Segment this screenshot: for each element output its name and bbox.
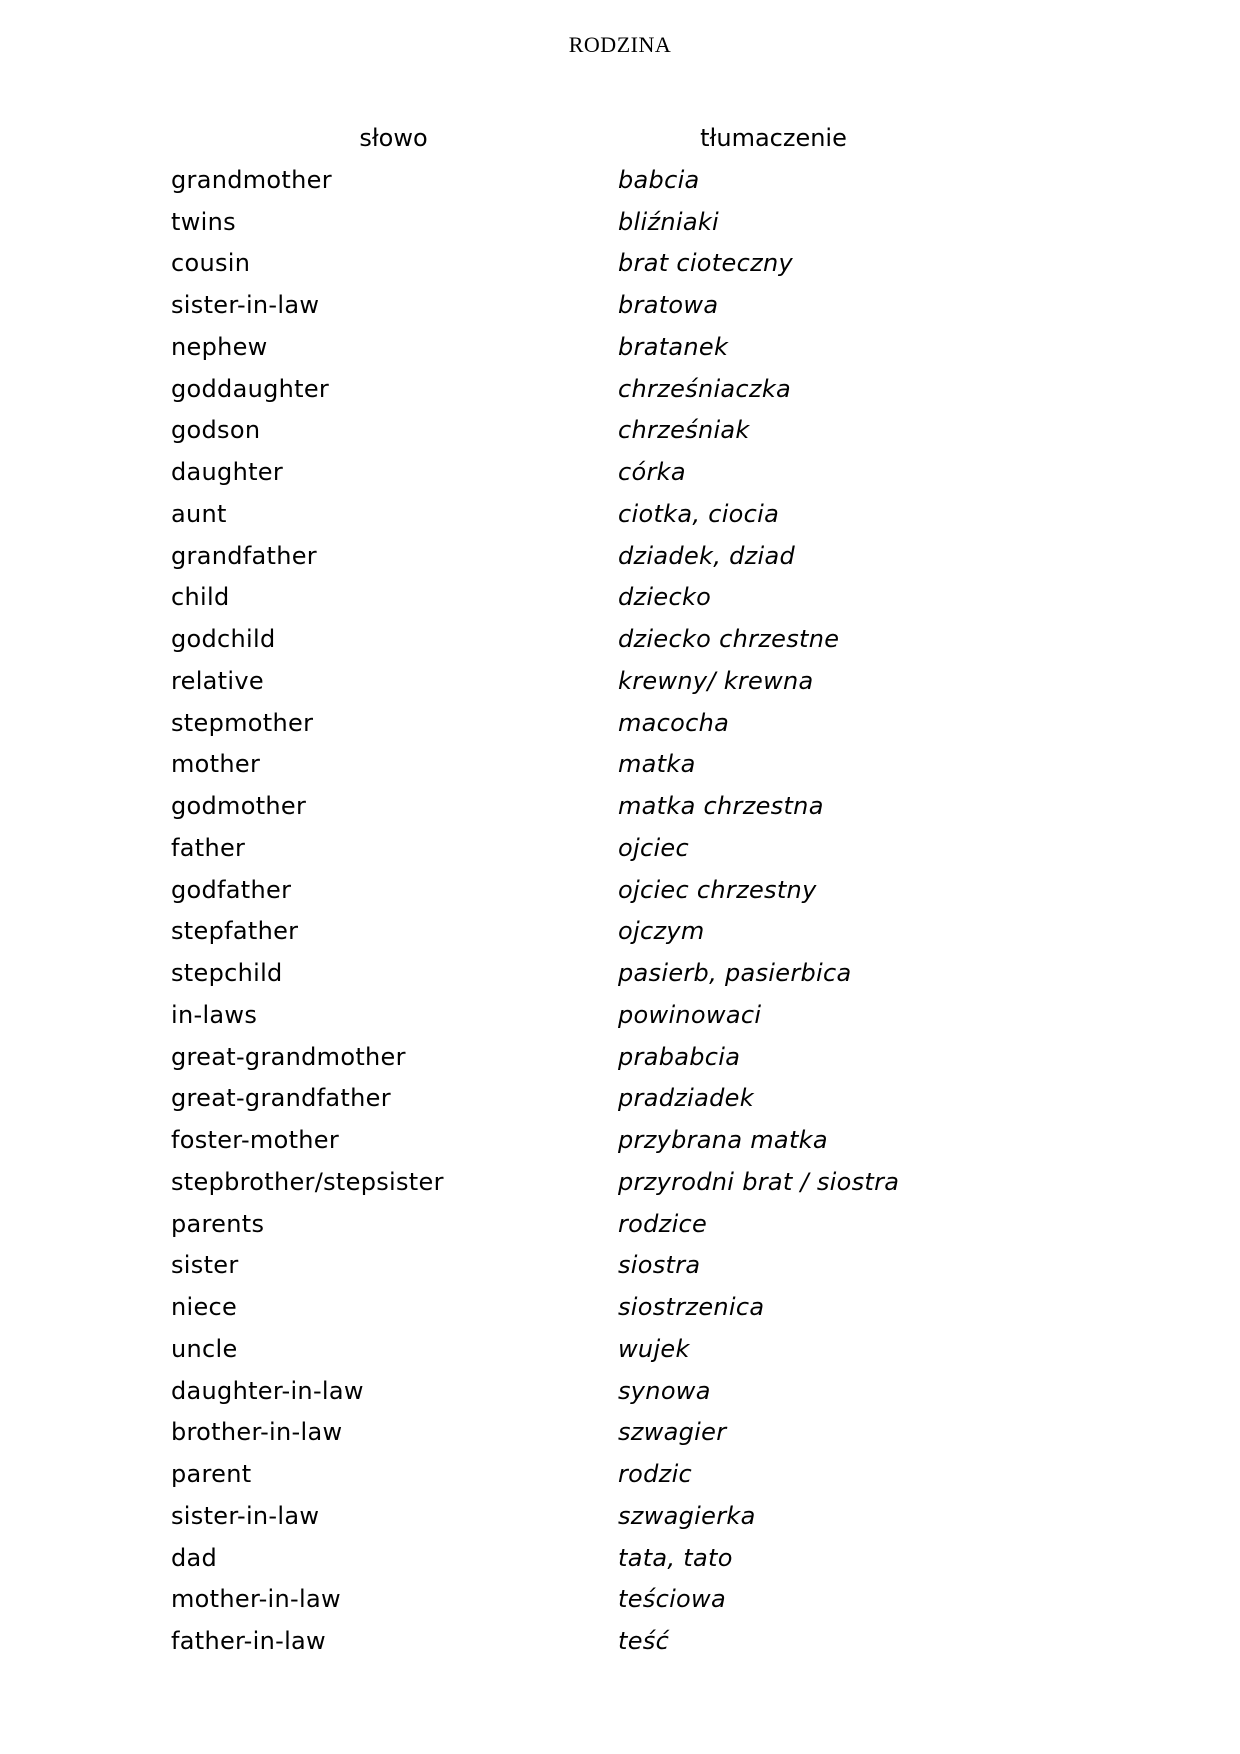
translation-cell: ojczym xyxy=(618,917,705,946)
translation-cell: rodzice xyxy=(618,1209,708,1238)
word-cell: father xyxy=(171,833,246,862)
table-row xyxy=(171,1453,931,1495)
word-cell: mother-in-law xyxy=(171,1585,341,1614)
translation-cell: przyrodni brat / siostra xyxy=(618,1167,900,1196)
translation-cell: tata, tato xyxy=(618,1543,733,1572)
table-row xyxy=(171,744,931,786)
translation-cell: synowa xyxy=(618,1376,711,1405)
table-row xyxy=(171,1245,931,1287)
word-cell: sister xyxy=(171,1251,239,1280)
translation-cell: prababcia xyxy=(618,1042,741,1071)
table-row xyxy=(171,702,931,744)
word-cell: great-grandmother xyxy=(171,1042,406,1071)
translation-cell: teść xyxy=(618,1627,670,1656)
word-cell: daughter-in-law xyxy=(171,1376,364,1405)
translation-cell: pradziadek xyxy=(618,1084,754,1113)
translation-cell: córka xyxy=(618,458,686,487)
table-row xyxy=(171,493,931,535)
table-row xyxy=(171,368,931,410)
table-row xyxy=(171,827,931,869)
table-row xyxy=(171,1036,931,1078)
table-row xyxy=(171,535,931,577)
table-row xyxy=(171,660,931,702)
translation-cell: szwagierka xyxy=(618,1501,756,1530)
table-row xyxy=(171,159,931,201)
word-cell: uncle xyxy=(171,1334,238,1363)
table-row xyxy=(171,1286,931,1328)
translation-cell: bratanek xyxy=(618,332,729,361)
table-row xyxy=(171,577,931,619)
word-cell: stepmother xyxy=(171,708,314,737)
translation-cell: dziecko chrzestne xyxy=(618,625,840,654)
word-cell: godchild xyxy=(171,625,276,654)
table-row xyxy=(171,1119,931,1161)
table-row xyxy=(171,243,931,285)
translation-cell: chrześniak xyxy=(618,416,750,445)
translation-cell: bliźniaki xyxy=(618,207,720,236)
word-cell: godfather xyxy=(171,875,292,904)
translation-cell: siostrzenica xyxy=(618,1293,765,1322)
header-translation: tłumaczenie xyxy=(700,124,847,152)
translation-cell: babcia xyxy=(618,165,700,194)
translation-cell: siostra xyxy=(618,1251,701,1280)
translation-cell: powinowaci xyxy=(618,1000,762,1029)
table-row xyxy=(171,994,931,1036)
table-row xyxy=(171,451,931,493)
translation-cell: ojciec chrzestny xyxy=(618,875,817,904)
header-word: słowo xyxy=(359,124,428,152)
word-cell: in-laws xyxy=(171,1000,258,1029)
table-row xyxy=(171,785,931,827)
word-cell: relative xyxy=(171,666,264,695)
table-row xyxy=(171,326,931,368)
word-cell: twins xyxy=(171,207,236,236)
translation-cell: rodzic xyxy=(618,1460,693,1489)
translation-cell: teściowa xyxy=(618,1585,726,1614)
table-row xyxy=(171,1203,931,1245)
word-cell: dad xyxy=(171,1543,218,1572)
word-cell: sister-in-law xyxy=(171,291,320,320)
translation-cell: pasierb, pasierbica xyxy=(618,959,852,988)
word-cell: godson xyxy=(171,416,261,445)
table-row xyxy=(171,1370,931,1412)
table-row xyxy=(171,911,931,953)
table-row xyxy=(171,201,931,243)
word-cell: stepfather xyxy=(171,917,299,946)
translation-cell: brat cioteczny xyxy=(618,249,793,278)
word-cell: parents xyxy=(171,1209,265,1238)
word-cell: stepchild xyxy=(171,959,283,988)
word-cell: aunt xyxy=(171,499,227,528)
table-row xyxy=(171,1078,931,1120)
word-cell: godmother xyxy=(171,792,307,821)
translation-cell: dziadek, dziad xyxy=(618,541,796,570)
table-row xyxy=(171,1412,931,1454)
table-header-row xyxy=(171,117,931,159)
word-cell: cousin xyxy=(171,249,251,278)
word-cell: niece xyxy=(171,1293,238,1322)
word-cell: mother xyxy=(171,750,261,779)
translation-cell: dziecko xyxy=(618,583,712,612)
translation-cell: wujek xyxy=(618,1334,690,1363)
table-row xyxy=(171,410,931,452)
word-cell: grandmother xyxy=(171,165,332,194)
word-cell: grandfather xyxy=(171,541,317,570)
word-cell: sister-in-law xyxy=(171,1501,320,1530)
translation-cell: matka chrzestna xyxy=(618,792,824,821)
word-cell: foster-mother xyxy=(171,1126,340,1155)
table-row xyxy=(171,1579,931,1621)
translation-cell: bratowa xyxy=(618,291,719,320)
table-row xyxy=(171,284,931,326)
translation-cell: chrześniaczka xyxy=(618,374,792,403)
word-cell: child xyxy=(171,583,230,612)
word-cell: nephew xyxy=(171,332,268,361)
word-cell: goddaughter xyxy=(171,374,330,403)
table-row xyxy=(171,618,931,660)
table-row xyxy=(171,952,931,994)
table-row xyxy=(171,869,931,911)
table-row xyxy=(171,1328,931,1370)
document-title: RODZINA xyxy=(568,32,672,57)
word-cell: stepbrother/stepsister xyxy=(171,1167,444,1196)
translation-cell: szwagier xyxy=(618,1418,727,1447)
word-cell: parent xyxy=(171,1460,252,1489)
vocabulary-table xyxy=(171,117,931,1662)
translation-cell: ciotka, ciocia xyxy=(618,499,780,528)
translation-cell: krewny/ krewna xyxy=(618,666,814,695)
translation-cell: macocha xyxy=(618,708,730,737)
table-body xyxy=(171,159,931,1662)
word-cell: father-in-law xyxy=(171,1627,326,1656)
table-row xyxy=(171,1495,931,1537)
word-cell: daughter xyxy=(171,458,284,487)
translation-cell: ojciec xyxy=(618,833,689,862)
translation-cell: matka xyxy=(618,750,696,779)
translation-cell: przybrana matka xyxy=(618,1126,828,1155)
table-row xyxy=(171,1620,931,1662)
word-cell: brother-in-law xyxy=(171,1418,343,1447)
word-cell: great-grandfather xyxy=(171,1084,391,1113)
table-row xyxy=(171,1161,931,1203)
table-row xyxy=(171,1537,931,1579)
